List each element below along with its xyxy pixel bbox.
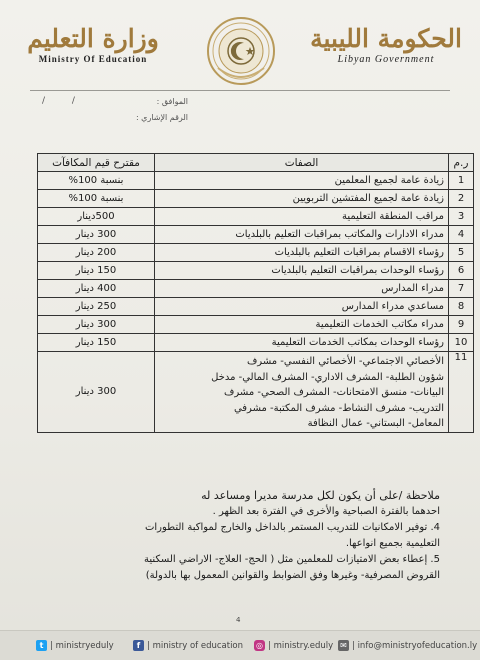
- row-value: 200 دينار: [38, 244, 155, 262]
- row-value: 300 دينار: [38, 352, 155, 433]
- row-value: 150 دينار: [38, 262, 155, 280]
- table-row: [38, 190, 474, 208]
- header-number: ر.م: [449, 154, 474, 172]
- note-line: التعليمية بجميع انواعها.: [345, 538, 440, 549]
- row-number: 3: [449, 208, 474, 226]
- footer-twitter[interactable]: [36, 640, 114, 651]
- ministry-title-en: Ministry Of Education: [38, 54, 148, 64]
- ministry-title-ar: وزارة التعليم: [27, 24, 159, 53]
- rewards-table: [37, 153, 474, 433]
- row-description: مساعدي مدراء المدارس: [155, 298, 449, 316]
- facebook-handle: | ministry of education: [147, 641, 244, 651]
- row-description: مدراء الادارات والمكاتب بمراقبات التعليم بالبلديات: [155, 226, 449, 244]
- row-description: رؤساء الاقسام بمراقبات التعليم بالبلديات: [155, 244, 449, 262]
- note-line: القروض المصرفية- وغيرها وفق الضوابط والقوانين المعمول بها بالدولة): [145, 570, 440, 581]
- row-number: 10: [449, 334, 474, 352]
- twitter-icon: t: [36, 640, 47, 651]
- table-row: [38, 352, 474, 433]
- row-number: 1: [449, 172, 474, 190]
- instagram-icon: ◎: [254, 640, 265, 651]
- row-description: مراقب المنطقة التعليمية: [155, 208, 449, 226]
- government-header: [306, 24, 466, 65]
- row-number: 8: [449, 298, 474, 316]
- footer-email[interactable]: [338, 640, 477, 651]
- email-icon: ✉: [338, 640, 349, 651]
- table-row: [38, 298, 474, 316]
- table-row: [38, 316, 474, 334]
- government-title-ar: الحكومة الليبية: [310, 24, 462, 53]
- instagram-handle: | ministry.eduly: [268, 641, 334, 651]
- header-description: الصفات: [155, 154, 449, 172]
- row-description: زيادة عامة لجميع المعلمين: [155, 172, 449, 190]
- notes-section: [30, 488, 440, 584]
- row-number: 9: [449, 316, 474, 334]
- row-description-line: الأخصائي الاجتماعي- الأخصائي النفسي- مشرف: [246, 356, 444, 367]
- row-description: مدراء مكاتب الخدمات التعليمية: [155, 316, 449, 334]
- header-value: مقترح قيم المكافآت: [38, 154, 155, 172]
- row-description-line: المعامل- البستاني- عمال النظافة: [307, 418, 444, 429]
- footer: [0, 630, 480, 660]
- row-number: 6: [449, 262, 474, 280]
- row-value: 500دينار: [38, 208, 155, 226]
- row-description: مدراء المدارس: [155, 280, 449, 298]
- row-number: 4: [449, 226, 474, 244]
- row-description: رؤساء الوحدات بمكاتب الخدمات التعليمية: [155, 334, 449, 352]
- table-row: [38, 208, 474, 226]
- header-divider: [30, 90, 450, 91]
- table-header-row: [38, 154, 474, 172]
- state-emblem-icon: [206, 16, 276, 86]
- row-value: 300 دينار: [38, 226, 155, 244]
- table-row: [38, 172, 474, 190]
- note-line: 5. إعطاء بعض الامتيازات للمعلمين مثل ( الحج- العلاج- الاراضي السكنية: [144, 554, 440, 565]
- date-label: الموافق :: [156, 97, 188, 106]
- row-value: 250 دينار: [38, 298, 155, 316]
- table-row: [38, 244, 474, 262]
- row-number: 11: [449, 352, 474, 433]
- row-value: 400 دينار: [38, 280, 155, 298]
- row-value: بنسبة 100%: [38, 172, 155, 190]
- row-description: [155, 352, 449, 433]
- footer-instagram[interactable]: [254, 640, 333, 651]
- twitter-handle: | ministryeduly: [50, 641, 114, 651]
- government-title-en: Libyan Government: [337, 54, 435, 65]
- row-description-line: شؤون الطلبة- المشرف الاداري- المشرف المالي- مدخل: [211, 371, 444, 383]
- row-number: 2: [449, 190, 474, 208]
- row-value: بنسبة 100%: [38, 190, 155, 208]
- row-description-line: البيانات- منسق الامتحانات- المشرف الصحي- مشرف: [224, 387, 444, 398]
- row-number: 7: [449, 280, 474, 298]
- row-number: 5: [449, 244, 474, 262]
- footer-facebook[interactable]: [133, 640, 243, 651]
- facebook-icon: f: [133, 640, 144, 651]
- note-line: ملاحظة /على أن يكون لكل مدرسة مديرا ومساعد له: [201, 489, 440, 502]
- reference-label: الرقم الإشاري :: [135, 113, 188, 122]
- note-line: 4. توفير الامكانيات للتدريب المستمر بالداخل والخارج لمواكبة التطورات: [144, 522, 440, 533]
- table-row: [38, 262, 474, 280]
- note-line: احدهما بالفترة الصباحية والأخرى في الفترة بعد الظهر .: [212, 506, 440, 517]
- row-description-line: التدريب- مشرف النشاط- مشرف المكتبة- مشرفي: [233, 402, 444, 414]
- email-address: | info@ministryofeducation.ly: [352, 641, 478, 651]
- row-value: 300 دينار: [38, 316, 155, 334]
- row-description: زيادة عامة لجميع المفتشين التربويين: [155, 190, 449, 208]
- table-row: [38, 334, 474, 352]
- row-value: 150 دينار: [38, 334, 155, 352]
- table-row: [38, 280, 474, 298]
- table-row: [38, 226, 474, 244]
- ministry-header: [18, 24, 168, 64]
- page-number: 4: [236, 616, 241, 624]
- date-format: / /: [42, 96, 87, 106]
- row-description: رؤساء الوحدات بمراقبات التعليم بالبلديات: [155, 262, 449, 280]
